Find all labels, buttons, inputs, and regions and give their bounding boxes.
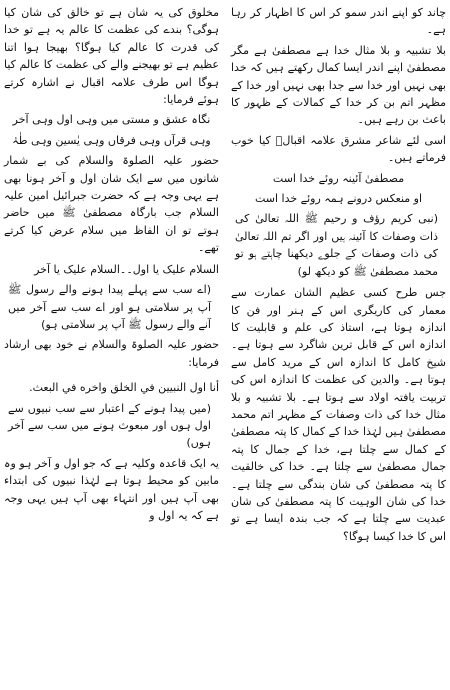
paragraph-irshad: حضور علیہ الصلوۃ والسلام نے خود بھی ارشاد فرمایا: (4, 338, 219, 369)
verse-line-2: وہی قرآں وہی فرقاں وہی یٰسین وہی طٰہٰ (12, 133, 211, 147)
right-column (231, 4, 446, 548)
salam-line: السلام علیک یا اول۔۔السلام علیک یا آخر (34, 262, 219, 276)
hadith-arabic: أنا اول النبيين في الخلق واخره في البعث. (29, 381, 219, 395)
paragraph-jibreel: حضور علیہ الصلوۃ والسلام کی بے شمار شانوں میں سے ایک شان اول و آخر ہونا بھی ہے یہی وجہ ہے کہ حضرت جبرائیل امین علیہ السلام جب بارگاہ مصطفیٰ ﷺ میں حاضر ہوتے تو ان الفاظ میں سلام عرض کیا کرتے تھے۔ (4, 154, 219, 255)
hadith-translation: (میں پیدا ہونے کے اعتبار سے سب نبیوں سے اول ہوں اور مبعوث ہونے میں سب سے آخر ہوں) (8, 401, 211, 450)
verse-line-1: نگاہ عشق و مستی میں وہی اول وہی آخر (12, 113, 211, 127)
paragraph-analogy: جس طرح کسی عظیم الشان عمارت سے معمار کی کاریگری اس کے ہنر اور فن کا اندازہ ہوتا ہے، استاذ کی علم و قابلیت کا اندازہ اس کے قابل ترین شاگرد سے ہوتا ہے۔ شیخ کامل کا اندازہ اس کے مرید کامل سے ہوتا ہے۔ والدین کی عظمت کا اندازہ اس کی تربیت یافتہ اولاد سے ہوتا ہے۔ بلا تشبیہ و بلا مثال خدا کی ذات وصفات کے مظہر اتم محمد مصطفیٰ ہیں لہٰذا خدا کے کمال کا پتہ مصطفیٰ کے کمال سے چلتا ہے، خدا کے جمال کا پتہ جمال مصطفیٰ سے چلتا ہے۔ خدا کی خالقیت کا پتہ مصطفیٰ کی شان بندگی سے چلتا ہے۔ خدا کی شان الوہیت کا پتہ مصطفیٰ کی شان عبدیت سے چلتا ہے کہ جب بندہ ایسا ہے تو اس کا خدا کیسا ہوگا؟ (231, 286, 446, 543)
paragraph-iqbal-intro: اسی لئے شاعر مشرق علامہ اقبالؒ کیا خوب فرماتے ہیں۔ (231, 133, 446, 165)
paragraph-creation: مخلوق کی یہ شان ہے تو خالق کی شان کیا ہوگی؟ بندے کی عظمت کا عالم یہ ہے تو خدا کی قدرت کا عالم کیا ہوگا؟ بھیجا ہوا اتنا عظیم ہے تو بھیجنے والے کی عظمت کا عالم کیا ہوگا اس طرف علامہ اقبال نے اشارہ کرتے ہوئے فرمایا: (4, 6, 219, 107)
intro-line: چاند کو اپنے اندر سمو کر اس کا اظہار کر رہا ہے۔ (231, 6, 446, 37)
verse-line-2: او منعکس درونے ہمہ روئے خدا است (254, 192, 423, 206)
left-column (4, 4, 219, 527)
paragraph-mazhar: بلا تشبیہ و بلا مثال خدا ہے مصطفیٰ ہے مگر مصطفیٰ اپنے اندر ایسا کمال رکھتے ہیں کہ خدا بھی نہیں اور خدا سے جدا بھی نہیں اور خدا کے مظہر اتم بن کر خدا کے کمالات کے ظہور کا باعث بن رہے ہیں۔ (231, 43, 446, 127)
verse-line-1: مصطفیٰ آئینہ روئے خدا است (272, 171, 405, 185)
verse-translation: (نبی کریم رؤف و رحیم ﷺ اللہ تعالیٰ کی ذات وصفات کا آئینہ ہیں اور اگر تم اللہ تعالیٰ کی ذات وصفات کے جلوے دیکھنا چاہتے ہو تو محمد مصطفیٰ ﷺ کو دیکھ لو) (235, 212, 438, 278)
paragraph-rule: یہ ایک قاعدہ وکلیہ ہے کہ جو اول و آخر ہو وہ مابین کو محیط ہوتا ہے لہٰذا نبیوں کی ابتداء بھی آپ ہیں اور انتہاء بھی آپ ہیں یہی وجہ ہے کہ یہ اول و (4, 456, 219, 522)
salam-translation: (اے سب سے پہلے پیدا ہونے والے رسول ﷺ آپ پر سلامتی ہو اور اے سب سے آخر میں آنے والے رسول ﷺ آپ پر سلامتی ہو) (8, 283, 211, 331)
